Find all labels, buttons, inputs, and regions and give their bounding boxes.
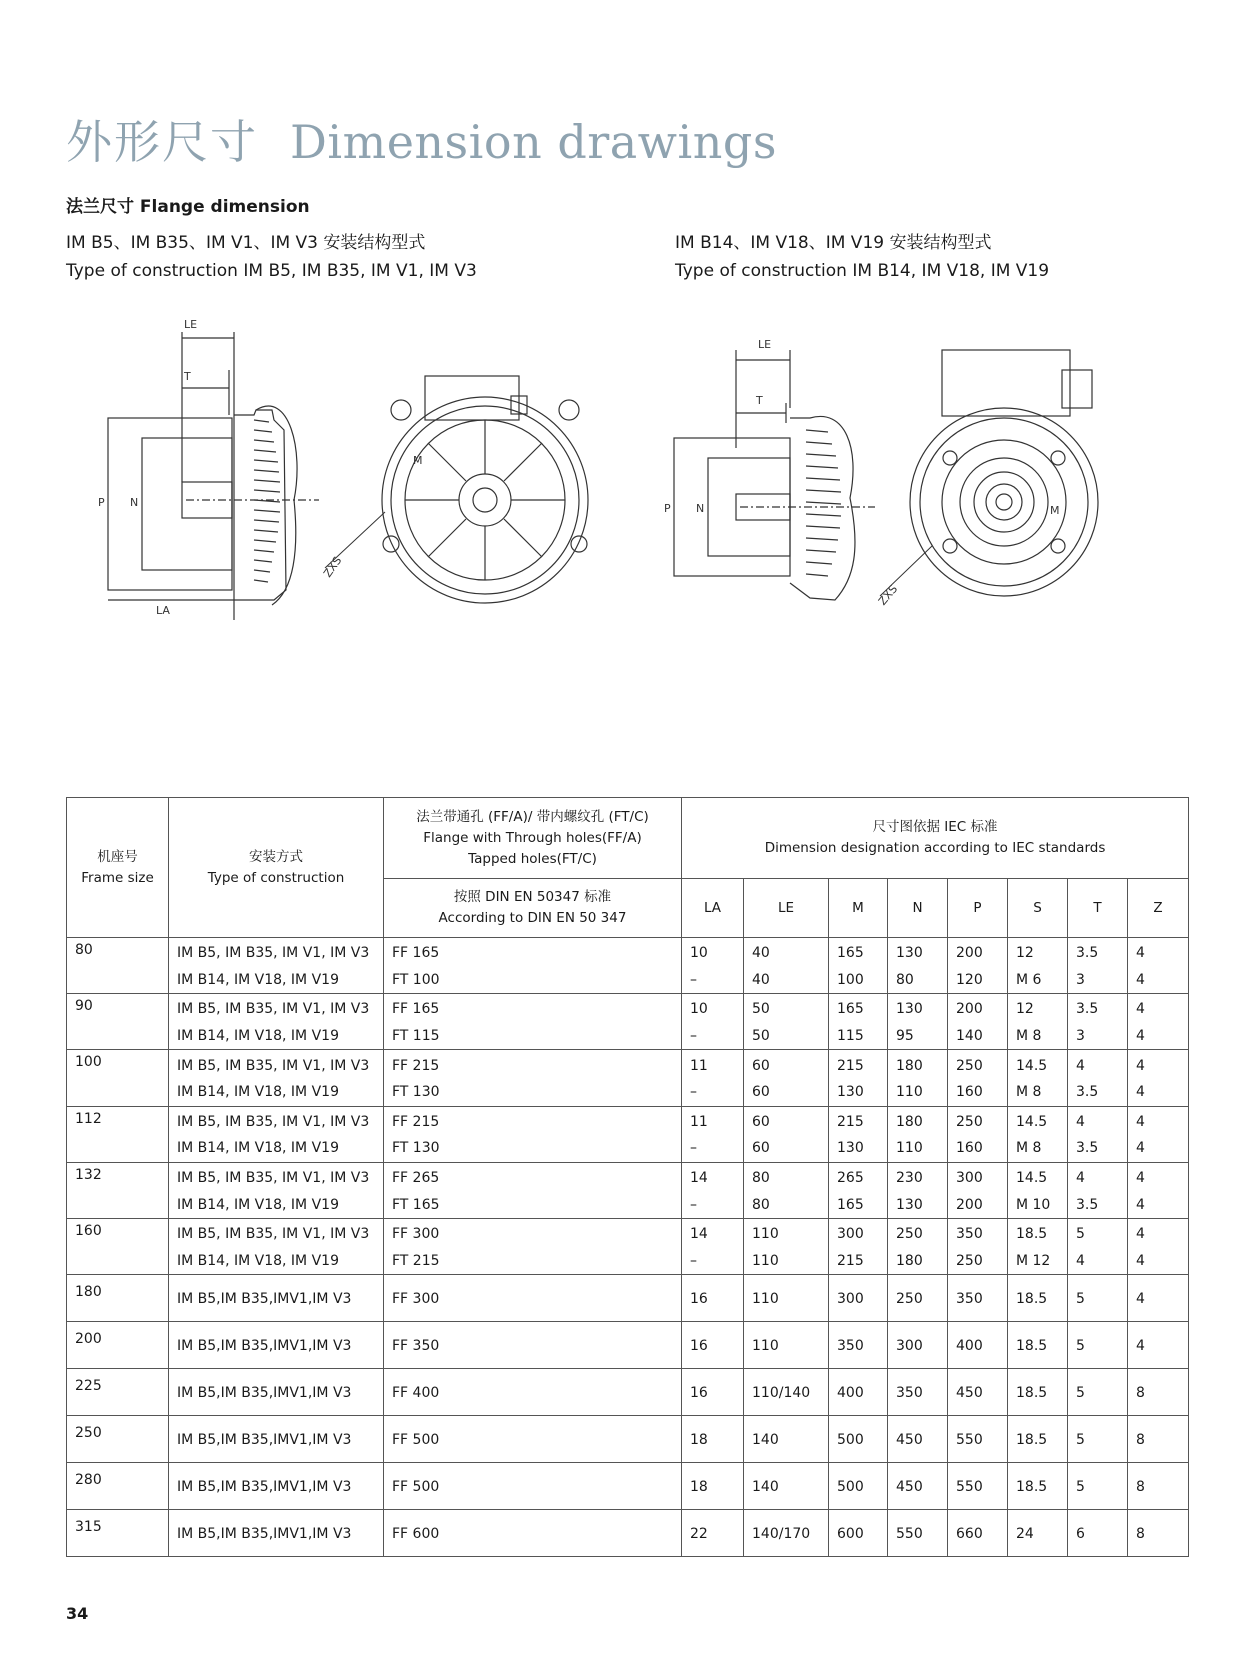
caption-left-zh: IM B5、IM B35、IM V1、IM V3 安装结构型式 [66, 233, 426, 253]
cell-construction: IM B5, IM B35, IM V1, IM V3 [169, 1162, 384, 1191]
cell-p: 350 [948, 1275, 1008, 1322]
cell-s: 18.5 [1008, 1416, 1068, 1463]
header-iec: 尺寸图依据 IEC 标准 Dimension designation according to IEC standards [682, 798, 1189, 879]
cell-n: 95 [888, 1023, 948, 1050]
cell-flange: FF 265 [384, 1162, 682, 1191]
cell-construction: IM B5, IM B35, IM V1, IM V3 [169, 1106, 384, 1135]
cell-n: 230 [888, 1162, 948, 1191]
cell-p: 160 [948, 1079, 1008, 1106]
label-zxs-left: ZXS [321, 554, 345, 580]
header-z: Z [1128, 879, 1189, 938]
cell-frame-size: 315 [67, 1510, 169, 1557]
cell-p: 160 [948, 1135, 1008, 1162]
cell-construction: IM B14, IM V18, IM V19 [169, 1079, 384, 1106]
cell-m: 400 [829, 1369, 888, 1416]
label-m-right: M [1050, 504, 1060, 517]
cell-z: 4 [1128, 994, 1189, 1023]
cell-le: 110 [744, 1248, 829, 1275]
cell-le: 40 [744, 938, 829, 967]
cell-la: 11 [682, 1050, 744, 1079]
label-t-left: T [184, 370, 191, 383]
cell-n: 350 [888, 1369, 948, 1416]
cell-t: 3 [1068, 1023, 1128, 1050]
cell-s: M 8 [1008, 1135, 1068, 1162]
cell-t: 3.5 [1068, 994, 1128, 1023]
cell-n: 250 [888, 1275, 948, 1322]
cell-le: 40 [744, 967, 829, 994]
cell-flange: FT 100 [384, 967, 682, 994]
header-le: LE [744, 879, 829, 938]
drawing-b5-side-view [94, 318, 324, 630]
cell-le: 110/140 [744, 1369, 829, 1416]
label-zxs-right: ZXS [876, 582, 901, 608]
cell-s: M 10 [1008, 1191, 1068, 1218]
cell-m: 165 [829, 938, 888, 967]
table-row [67, 1416, 1189, 1463]
cell-z: 4 [1128, 1275, 1189, 1322]
cell-n: 180 [888, 1106, 948, 1135]
cell-t: 4 [1068, 1248, 1128, 1275]
cell-s: 18.5 [1008, 1275, 1068, 1322]
cell-le: 110 [744, 1322, 829, 1369]
cell-le: 60 [744, 1050, 829, 1079]
cell-frame-size: 225 [67, 1369, 169, 1416]
cell-construction: IM B5,IM B35,IMV1,IM V3 [169, 1322, 384, 1369]
table-row [67, 994, 1189, 1023]
cell-z: 8 [1128, 1510, 1189, 1557]
table-row [67, 1191, 1189, 1218]
cell-z: 4 [1128, 1023, 1189, 1050]
table-row [67, 1463, 1189, 1510]
cell-le: 140 [744, 1416, 829, 1463]
cell-p: 300 [948, 1162, 1008, 1191]
table-row [67, 1275, 1189, 1322]
cell-z: 4 [1128, 1135, 1189, 1162]
cell-frame-size: 250 [67, 1416, 169, 1463]
cell-s: 18.5 [1008, 1369, 1068, 1416]
cell-la: – [682, 967, 744, 994]
table-row [67, 938, 1189, 967]
cell-m: 215 [829, 1106, 888, 1135]
table-row [67, 1162, 1189, 1191]
header-frame-size: 机座号 Frame size [67, 798, 169, 938]
cell-s: 18.5 [1008, 1463, 1068, 1510]
cell-frame-size: 90 [67, 994, 169, 1050]
cell-p: 550 [948, 1416, 1008, 1463]
cell-le: 140/170 [744, 1510, 829, 1557]
cell-le: 60 [744, 1079, 829, 1106]
table-row [67, 1106, 1189, 1135]
cell-m: 215 [829, 1248, 888, 1275]
cell-p: 140 [948, 1023, 1008, 1050]
cell-frame-size: 200 [67, 1322, 169, 1369]
table-row [67, 1135, 1189, 1162]
page-title [66, 112, 777, 172]
cell-m: 130 [829, 1079, 888, 1106]
cell-construction: IM B14, IM V18, IM V19 [169, 1135, 384, 1162]
cell-m: 115 [829, 1023, 888, 1050]
cell-la: – [682, 1023, 744, 1050]
label-m-left: M [413, 454, 423, 467]
header-p: P [948, 879, 1008, 938]
caption-right-en: Type of construction IM B14, IM V18, IM V19 [675, 261, 1050, 281]
cell-la: 22 [682, 1510, 744, 1557]
cell-t: 6 [1068, 1510, 1128, 1557]
cell-p: 400 [948, 1322, 1008, 1369]
cell-z: 4 [1128, 938, 1189, 967]
table-row [67, 1218, 1189, 1247]
cell-t: 5 [1068, 1218, 1128, 1247]
cell-m: 100 [829, 967, 888, 994]
label-n-right: N [696, 502, 705, 515]
cell-n: 110 [888, 1079, 948, 1106]
cell-la: 16 [682, 1322, 744, 1369]
table-row [67, 1369, 1189, 1416]
cell-z: 4 [1128, 1050, 1189, 1079]
cell-t: 4 [1068, 1050, 1128, 1079]
cell-m: 165 [829, 1191, 888, 1218]
cell-p: 250 [948, 1106, 1008, 1135]
cell-t: 5 [1068, 1322, 1128, 1369]
page-title-zh: 外形尺寸 [66, 115, 258, 169]
cell-flange: FT 115 [384, 1023, 682, 1050]
cell-la: 14 [682, 1218, 744, 1247]
table-row [67, 967, 1189, 994]
cell-n: 550 [888, 1510, 948, 1557]
cell-t: 4 [1068, 1106, 1128, 1135]
cell-z: 4 [1128, 1218, 1189, 1247]
cell-la: 10 [682, 938, 744, 967]
cell-t: 4 [1068, 1162, 1128, 1191]
header-construction: 安装方式 Type of construction [169, 798, 384, 938]
header-t: T [1068, 879, 1128, 938]
cell-la: – [682, 1248, 744, 1275]
cell-la: 18 [682, 1416, 744, 1463]
cell-la: 16 [682, 1369, 744, 1416]
cell-p: 450 [948, 1369, 1008, 1416]
cell-s: 18.5 [1008, 1218, 1068, 1247]
cell-le: 110 [744, 1218, 829, 1247]
label-la-left: LA [156, 604, 170, 617]
cell-s: 12 [1008, 938, 1068, 967]
cell-z: 4 [1128, 1106, 1189, 1135]
cell-t: 3.5 [1068, 1079, 1128, 1106]
cell-t: 5 [1068, 1416, 1128, 1463]
cell-flange: FF 600 [384, 1510, 682, 1557]
drawing-b14-side-view [660, 338, 880, 608]
cell-p: 200 [948, 938, 1008, 967]
table-body [67, 938, 1189, 1557]
cell-la: – [682, 1135, 744, 1162]
cell-m: 215 [829, 1050, 888, 1079]
cell-z: 8 [1128, 1369, 1189, 1416]
cell-la: – [682, 1191, 744, 1218]
caption-right [675, 229, 1049, 285]
cell-t: 3.5 [1068, 1135, 1128, 1162]
cell-le: 110 [744, 1275, 829, 1322]
cell-s: 14.5 [1008, 1162, 1068, 1191]
label-le-left: LE [184, 318, 198, 331]
cell-m: 130 [829, 1135, 888, 1162]
cell-construction: IM B5, IM B35, IM V1, IM V3 [169, 1218, 384, 1247]
header-s: S [1008, 879, 1068, 938]
cell-la: 18 [682, 1463, 744, 1510]
cell-p: 250 [948, 1050, 1008, 1079]
cell-le: 80 [744, 1162, 829, 1191]
cell-frame-size: 80 [67, 938, 169, 994]
cell-la: – [682, 1079, 744, 1106]
cell-flange: FT 130 [384, 1079, 682, 1106]
cell-z: 4 [1128, 1248, 1189, 1275]
cell-n: 80 [888, 967, 948, 994]
cell-z: 4 [1128, 1191, 1189, 1218]
label-p-right: P [664, 502, 671, 515]
cell-n: 130 [888, 938, 948, 967]
table-row [67, 1510, 1189, 1557]
cell-construction: IM B14, IM V18, IM V19 [169, 1191, 384, 1218]
cell-flange: FF 215 [384, 1050, 682, 1079]
cell-m: 350 [829, 1322, 888, 1369]
cell-m: 500 [829, 1416, 888, 1463]
cell-flange: FF 300 [384, 1218, 682, 1247]
cell-n: 180 [888, 1050, 948, 1079]
cell-s: M 8 [1008, 1023, 1068, 1050]
cell-s: M 6 [1008, 967, 1068, 994]
cell-t: 5 [1068, 1463, 1128, 1510]
cell-p: 200 [948, 1191, 1008, 1218]
cell-s: 24 [1008, 1510, 1068, 1557]
cell-s: 14.5 [1008, 1050, 1068, 1079]
cell-n: 250 [888, 1218, 948, 1247]
cell-construction: IM B5, IM B35, IM V1, IM V3 [169, 1050, 384, 1079]
caption-left [66, 229, 477, 285]
cell-construction: IM B14, IM V18, IM V19 [169, 1023, 384, 1050]
cell-le: 140 [744, 1463, 829, 1510]
cell-m: 300 [829, 1275, 888, 1322]
cell-la: 10 [682, 994, 744, 1023]
cell-construction: IM B5, IM B35, IM V1, IM V3 [169, 994, 384, 1023]
cell-le: 50 [744, 1023, 829, 1050]
cell-construction: IM B14, IM V18, IM V19 [169, 967, 384, 994]
cell-p: 550 [948, 1463, 1008, 1510]
drawing-b14-front-view [876, 346, 1130, 626]
label-n-left: N [130, 496, 139, 509]
cell-flange: FF 165 [384, 938, 682, 967]
cell-z: 4 [1128, 1079, 1189, 1106]
cell-p: 120 [948, 967, 1008, 994]
cell-m: 265 [829, 1162, 888, 1191]
cell-p: 660 [948, 1510, 1008, 1557]
header-flange-standard: 按照 DIN EN 50347 标准 According to DIN EN 50 347 [384, 879, 682, 938]
cell-p: 350 [948, 1218, 1008, 1247]
table-row [67, 1248, 1189, 1275]
cell-n: 300 [888, 1322, 948, 1369]
label-p-left: P [98, 496, 105, 509]
cell-flange: FT 165 [384, 1191, 682, 1218]
cell-s: 18.5 [1008, 1322, 1068, 1369]
cell-flange: FF 165 [384, 994, 682, 1023]
section-heading: 法兰尺寸 Flange dimension [66, 197, 310, 217]
cell-frame-size: 160 [67, 1218, 169, 1274]
cell-la: 11 [682, 1106, 744, 1135]
cell-frame-size: 100 [67, 1050, 169, 1106]
header-n: N [888, 879, 948, 938]
cell-s: M 12 [1008, 1248, 1068, 1275]
cell-n: 180 [888, 1248, 948, 1275]
cell-le: 50 [744, 994, 829, 1023]
cell-n: 450 [888, 1416, 948, 1463]
cell-m: 600 [829, 1510, 888, 1557]
cell-z: 4 [1128, 1322, 1189, 1369]
cell-flange: FF 215 [384, 1106, 682, 1135]
cell-t: 5 [1068, 1275, 1128, 1322]
table-row [67, 1050, 1189, 1079]
drawing-b5-front-view [321, 372, 595, 622]
header-la: LA [682, 879, 744, 938]
cell-frame-size: 180 [67, 1275, 169, 1322]
caption-right-zh: IM B14、IM V18、IM V19 安装结构型式 [675, 233, 992, 253]
cell-frame-size: 132 [67, 1162, 169, 1218]
table-row [67, 1079, 1189, 1106]
cell-t: 3.5 [1068, 1191, 1128, 1218]
cell-m: 500 [829, 1463, 888, 1510]
cell-la: 14 [682, 1162, 744, 1191]
cell-construction: IM B5,IM B35,IMV1,IM V3 [169, 1369, 384, 1416]
cell-construction: IM B14, IM V18, IM V19 [169, 1248, 384, 1275]
cell-construction: IM B5,IM B35,IMV1,IM V3 [169, 1510, 384, 1557]
cell-construction: IM B5,IM B35,IMV1,IM V3 [169, 1463, 384, 1510]
label-t-right: T [756, 394, 763, 407]
cell-construction: IM B5, IM B35, IM V1, IM V3 [169, 938, 384, 967]
cell-n: 130 [888, 1191, 948, 1218]
table-row [67, 1023, 1189, 1050]
cell-z: 4 [1128, 967, 1189, 994]
cell-flange: FT 130 [384, 1135, 682, 1162]
cell-n: 450 [888, 1463, 948, 1510]
header-m: M [829, 879, 888, 938]
cell-s: 14.5 [1008, 1106, 1068, 1135]
caption-left-en: Type of construction IM B5, IM B35, IM V1, IM V3 [66, 261, 477, 281]
cell-n: 130 [888, 994, 948, 1023]
dimension-table [66, 797, 1189, 1557]
cell-construction: IM B5,IM B35,IMV1,IM V3 [169, 1275, 384, 1322]
cell-p: 250 [948, 1248, 1008, 1275]
label-le-right: LE [758, 338, 772, 351]
cell-flange: FF 500 [384, 1416, 682, 1463]
cell-frame-size: 280 [67, 1463, 169, 1510]
cell-frame-size: 112 [67, 1106, 169, 1162]
cell-t: 3.5 [1068, 938, 1128, 967]
cell-t: 5 [1068, 1369, 1128, 1416]
page-title-en: Dimension drawings [290, 115, 777, 169]
cell-flange: FF 350 [384, 1322, 682, 1369]
cell-z: 4 [1128, 1162, 1189, 1191]
table-row [67, 1322, 1189, 1369]
cell-le: 60 [744, 1135, 829, 1162]
cell-t: 3 [1068, 967, 1128, 994]
page-number: 34 [66, 1604, 89, 1623]
cell-flange: FF 400 [384, 1369, 682, 1416]
cell-le: 80 [744, 1191, 829, 1218]
header-flange: 法兰带通孔 (FF/A)/ 带内螺纹孔 (FT/C) Flange with Through holes(FF/A) Tapped holes(FT/C) [384, 798, 682, 879]
cell-le: 60 [744, 1106, 829, 1135]
cell-z: 8 [1128, 1416, 1189, 1463]
cell-z: 8 [1128, 1463, 1189, 1510]
cell-s: 12 [1008, 994, 1068, 1023]
cell-flange: FF 500 [384, 1463, 682, 1510]
cell-p: 200 [948, 994, 1008, 1023]
cell-n: 110 [888, 1135, 948, 1162]
cell-m: 165 [829, 994, 888, 1023]
cell-flange: FF 300 [384, 1275, 682, 1322]
cell-s: M 8 [1008, 1079, 1068, 1106]
cell-la: 16 [682, 1275, 744, 1322]
cell-m: 300 [829, 1218, 888, 1247]
cell-construction: IM B5,IM B35,IMV1,IM V3 [169, 1416, 384, 1463]
cell-flange: FT 215 [384, 1248, 682, 1275]
